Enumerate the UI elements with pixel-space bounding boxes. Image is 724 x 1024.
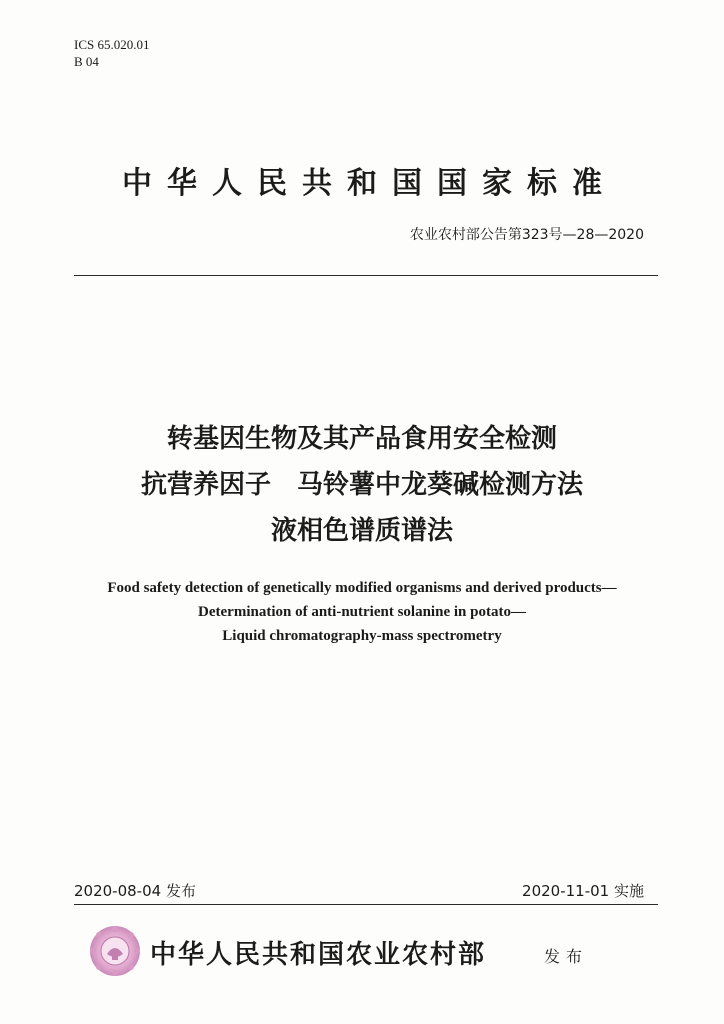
english-title-line-2: Determination of anti-nutrient solanine in potato— — [198, 604, 526, 620]
ics-classification — [74, 36, 149, 70]
ministry-name: 中华人民共和国农业农村部 — [150, 940, 487, 970]
chinese-title-line-3: 液相色谱质谱法 — [270, 516, 453, 546]
publish-label: 发布 — [544, 947, 589, 966]
ccs-code: B 04 — [74, 54, 99, 69]
chinese-title — [0, 416, 724, 554]
standard-number: 农业农村部公告第323号—28—2020 — [409, 227, 644, 243]
english-title — [0, 576, 724, 648]
ics-code: ICS 65.020.01 — [74, 37, 150, 52]
national-standard-title: 中华人民共和国国家标准 — [122, 166, 617, 201]
implementation-date: 2020-11-01 实施 — [522, 882, 644, 900]
chinese-title-line-1: 转基因生物及其产品食用安全检测 — [166, 424, 557, 454]
issue-date: 2020-08-04 发布 — [74, 882, 196, 900]
chinese-title-line-2: 抗营养因子 马铃薯中龙葵碱检测方法 — [140, 470, 583, 500]
english-title-line-1: Food safety detection of genetically modified organisms and derived products— — [107, 580, 617, 596]
header-divider — [74, 275, 658, 276]
ministry-emblem-icon — [88, 924, 142, 978]
english-title-line-3: Liquid chromatography-mass spectrometry — [222, 628, 502, 644]
footer-divider — [74, 904, 658, 905]
